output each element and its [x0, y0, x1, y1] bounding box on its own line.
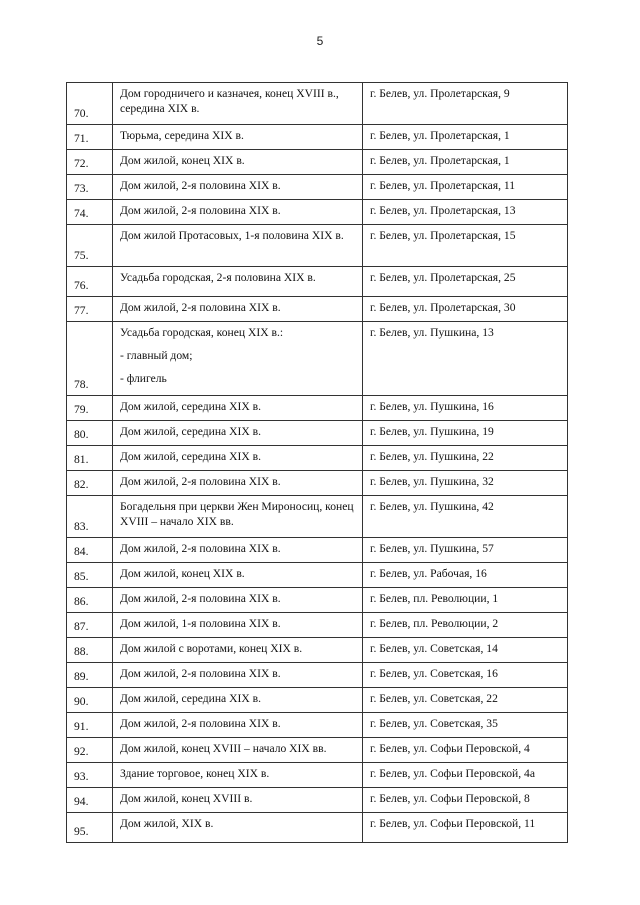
object-name: Здание торговое, конец XIX в.: [113, 763, 363, 788]
table-row: [67, 322, 568, 396]
row-number: 88.: [67, 638, 113, 663]
row-number: 92.: [67, 738, 113, 763]
object-part-outbuilding: - флигель: [120, 372, 167, 385]
object-name-main: Усадьба городская, конец XIX в.:: [120, 326, 284, 339]
row-number: 94.: [67, 788, 113, 813]
object-address: г. Белев, ул. Пролетарская, 25: [363, 267, 568, 297]
object-name: Дом жилой, середина XIX в.: [113, 396, 363, 421]
object-address: г. Белев, ул. Пролетарская, 13: [363, 200, 568, 225]
table-row: [67, 83, 568, 125]
object-name: Дом жилой, XIX в.: [113, 813, 363, 843]
table-row: [67, 125, 568, 150]
object-address: г. Белев, ул. Советская, 22: [363, 688, 568, 713]
table-row: [67, 267, 568, 297]
object-address: г. Белев, ул. Софьи Перовской, 11: [363, 813, 568, 843]
object-address: г. Белев, ул. Пролетарская, 15: [363, 225, 568, 267]
table-row: [67, 225, 568, 267]
object-name: Дом жилой, середина XIX в.: [113, 446, 363, 471]
object-name: Дом жилой, 2-я половина XIX в.: [113, 713, 363, 738]
object-address: г. Белев, ул. Пушкина, 13: [363, 322, 568, 396]
object-address: г. Белев, ул. Пушкина, 22: [363, 446, 568, 471]
table-row: [67, 496, 568, 538]
object-address: г. Белев, ул. Пролетарская, 11: [363, 175, 568, 200]
object-address: г. Белев, ул. Пролетарская, 9: [363, 83, 568, 125]
table-row: [67, 763, 568, 788]
table-row: [67, 563, 568, 588]
object-name: Богадельня при церкви Жен Мироносиц, конец XVIII – начало XIX вв.: [113, 496, 363, 538]
row-number: 86.: [67, 588, 113, 613]
object-address: г. Белев, пл. Революции, 2: [363, 613, 568, 638]
object-name: Дом жилой, конец XIX в.: [113, 150, 363, 175]
table-row: [67, 200, 568, 225]
table-row: [67, 446, 568, 471]
object-name: Дом жилой, 2-я половина XIX в.: [113, 175, 363, 200]
row-number: 95.: [67, 813, 113, 843]
object-name: Дом городничего и казначея, конец XVIII в., середина XIX в.: [113, 83, 363, 125]
object-address: г. Белев, ул. Советская, 16: [363, 663, 568, 688]
row-number: 70.: [67, 83, 113, 125]
object-name: Дом жилой, 2-я половина XIX в.: [113, 297, 363, 322]
row-number: 91.: [67, 713, 113, 738]
object-address: г. Белев, пл. Революции, 1: [363, 588, 568, 613]
object-name: [113, 322, 363, 396]
row-number: 82.: [67, 471, 113, 496]
object-address: г. Белев, ул. Пролетарская, 1: [363, 150, 568, 175]
table-row: [67, 396, 568, 421]
table-row: [67, 663, 568, 688]
row-number: 78.: [67, 322, 113, 396]
row-number: 90.: [67, 688, 113, 713]
object-name: Дом жилой, конец XVIII в.: [113, 788, 363, 813]
object-name: Дом жилой, 2-я половина XIX в.: [113, 200, 363, 225]
table-row: [67, 788, 568, 813]
object-address: г. Белев, ул. Советская, 14: [363, 638, 568, 663]
row-number: 72.: [67, 150, 113, 175]
object-address: г. Белев, ул. Пушкина, 57: [363, 538, 568, 563]
object-name: Дом жилой с воротами, конец XIX в.: [113, 638, 363, 663]
table-row: [67, 421, 568, 446]
object-name: Дом жилой, 2-я половина XIX в.: [113, 471, 363, 496]
table-row: [67, 471, 568, 496]
object-address: г. Белев, ул. Пушкина, 32: [363, 471, 568, 496]
object-name: Тюрьма, середина XIX в.: [113, 125, 363, 150]
object-address: г. Белев, ул. Пролетарская, 1: [363, 125, 568, 150]
object-address: г. Белев, ул. Пушкина, 16: [363, 396, 568, 421]
object-address: г. Белев, ул. Советская, 35: [363, 713, 568, 738]
heritage-objects-table: [66, 82, 568, 843]
table-row: [67, 297, 568, 322]
table-row: [67, 613, 568, 638]
row-number: 89.: [67, 663, 113, 688]
object-name: Дом жилой, середина XIX в.: [113, 421, 363, 446]
object-name: Дом жилой, конец XIX в.: [113, 563, 363, 588]
row-number: 75.: [67, 225, 113, 267]
object-address: г. Белев, ул. Софьи Перовской, 4а: [363, 763, 568, 788]
table-row: [67, 688, 568, 713]
object-name: Дом жилой, 2-я половина XIX в.: [113, 588, 363, 613]
table-row: [67, 538, 568, 563]
object-name: Дом жилой, 1-я половина XIX в.: [113, 613, 363, 638]
object-address: г. Белев, ул. Пушкина, 19: [363, 421, 568, 446]
object-name: Дом жилой, 2-я половина XIX в.: [113, 538, 363, 563]
row-number: 73.: [67, 175, 113, 200]
row-number: 71.: [67, 125, 113, 150]
object-name: Дом жилой, конец XVIII – начало XIX вв.: [113, 738, 363, 763]
row-number: 85.: [67, 563, 113, 588]
table-row: [67, 150, 568, 175]
object-address: г. Белев, ул. Софьи Перовской, 4: [363, 738, 568, 763]
object-address: г. Белев, ул. Рабочая, 16: [363, 563, 568, 588]
object-address: г. Белев, ул. Пролетарская, 30: [363, 297, 568, 322]
table-row: [67, 588, 568, 613]
object-name: Дом жилой, 2-я половина XIX в.: [113, 663, 363, 688]
object-name: Усадьба городская, 2-я половина XIX в.: [113, 267, 363, 297]
object-part-main-house: - главный дом;: [120, 349, 193, 362]
table-row: [67, 175, 568, 200]
table-row: [67, 713, 568, 738]
table-row: [67, 738, 568, 763]
table-row: [67, 638, 568, 663]
row-number: 79.: [67, 396, 113, 421]
row-number: 87.: [67, 613, 113, 638]
object-address: г. Белев, ул. Софьи Перовской, 8: [363, 788, 568, 813]
row-number: 81.: [67, 446, 113, 471]
row-number: 74.: [67, 200, 113, 225]
row-number: 80.: [67, 421, 113, 446]
object-address: г. Белев, ул. Пушкина, 42: [363, 496, 568, 538]
table-row: [67, 813, 568, 843]
object-name: Дом жилой, середина XIX в.: [113, 688, 363, 713]
row-number: 93.: [67, 763, 113, 788]
object-name: Дом жилой Протасовых, 1-я половина XIX в.: [113, 225, 363, 267]
row-number: 76.: [67, 267, 113, 297]
page-number: 5: [316, 34, 324, 48]
row-number: 84.: [67, 538, 113, 563]
row-number: 83.: [67, 496, 113, 538]
row-number: 77.: [67, 297, 113, 322]
